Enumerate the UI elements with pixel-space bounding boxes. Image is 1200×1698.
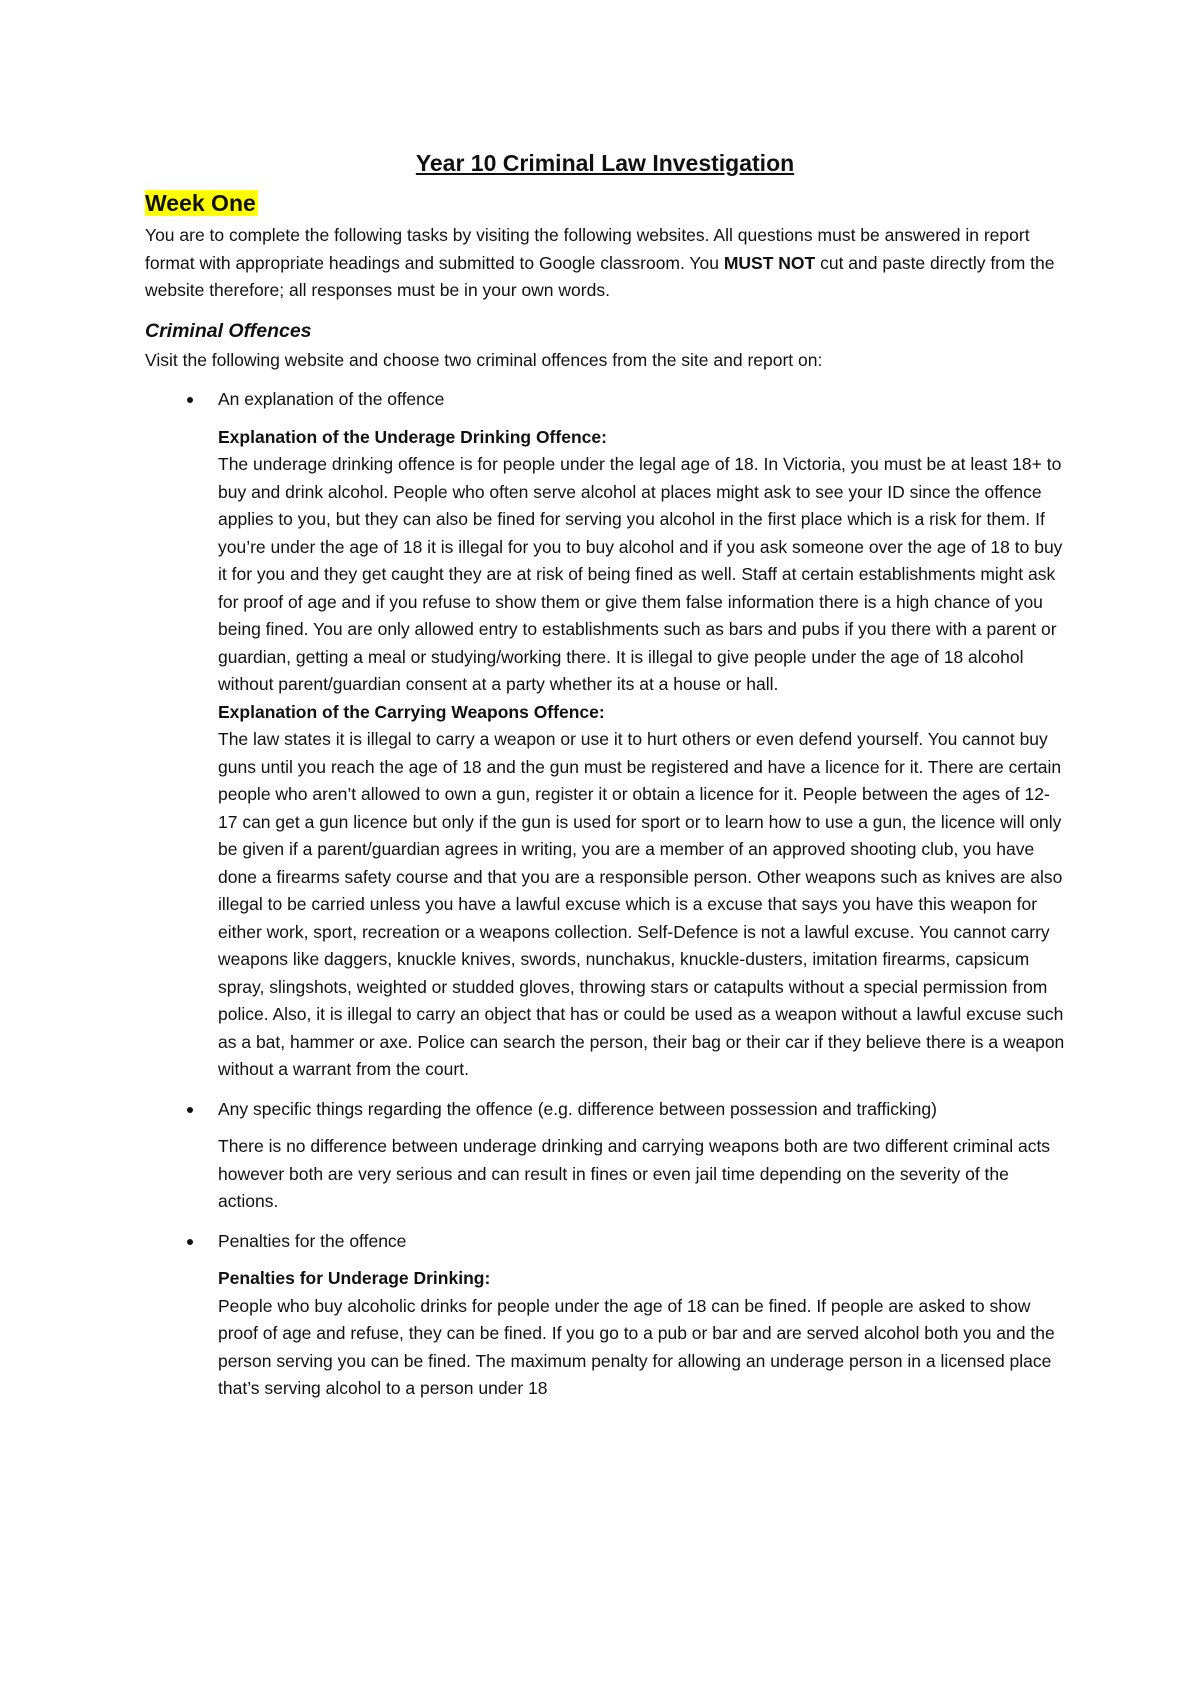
answer-heading: Explanation of the Underage Drinking Offence: [218,426,607,447]
task-list [145,386,1065,1403]
answer-text: There is no difference between underage drinking and carrying weapons both are two different criminal acts however both are very serious and can result in fines or even jail time depending on the severity of the actions. [218,1136,1051,1211]
task-label: An explanation of the offence [218,389,445,409]
intro-text-1: You are to complete the following tasks by visiting the following websites. All questions must be answered in report format with appropriate headings and submitted to Google classroom. You [145,225,1030,273]
task-label: Penalties for the offence [218,1230,407,1251]
answer-text: The underage drinking offence is for people under the legal age of 18. In Victoria, you must be at least 18+ to buy and drink alcohol. People who often serve alcohol at places might ask to see your ID since the offence applies to you, but they can also be fined for serving you alcohol in the first place which is a risk for them. If you’re under the age of 18 it is illegal for you to buy alcohol and if you ask someone over the age of 18 to buy it for you and they get caught they are at risk of being fined as well. Staff at certain establishments might ask for proof of age and if you refuse to show them or give them false information there is a high chance of you being fined. You are only allowed entry to establishments such as bars and pubs if you there with a parent or guardian, getting a meal or studying/working there. It is illegal to give people under the age of 18 alcohol without parent/guardian consent at a party whether its at a house or hall. [218,454,1063,694]
bullet-icon [187,1239,193,1245]
task-label: Any specific things regarding the offence (e.g. difference between possession and trafficking) [218,1098,937,1119]
task-item [145,386,1065,1084]
bullet-icon [187,397,193,403]
intro-emphasis: MUST NOT [723,252,816,273]
answer-text: The law states it is illegal to carry a weapon or use it to hurt others or even defend yourself. You cannot buy guns until you reach the age of 18 and the gun must be registered and have a licence for it. There are certain people who aren’t allowed to own a gun, register it or obtain a licence for it. People between the ages of 12-17 can get a gun licence but only if the gun is used for sport or to learn how to use a gun, the licence will only be given if a parent/guardian agrees in writing, you are a member of an approved shooting club, you have done a firearms safety course and that you are a responsible person. Other weapons such as knives are also illegal to be carried unless you have a lawful excuse which is a excuse that says you have this weapon for either work, sport, recreation or a weapons collection. Self-Defence is not a lawful excuse. You cannot carry weapons like daggers, knuckle knives, swords, nunchakus, knuckle-dusters, imitation firearms, capsicum spray, slingshots, weighted or studded gloves, throwing stars or catapults without a special permission from police. Also, it is illegal to carry an object that has or could be used as a weapon without a lawful excuse such as a bat, hammer or axe. Police can search the person, their bag or their car if they believe there is a weapon without a warrant from the court. [218,729,1065,1079]
week-heading-highlight: Week One [145,190,256,216]
task-item [145,1096,1065,1216]
answer-heading: Penalties for Underage Drinking: [218,1268,491,1288]
bullet-icon [187,1107,193,1113]
intro-text-2: cut and paste directly from the website therefore; all responses must be in your own words. [145,252,1055,300]
task-item [145,1228,1065,1403]
document-title: Year 10 Criminal Law Investigation [415,150,795,176]
intro-paragraph [145,222,1065,305]
section-intro: Visit the following website and choose two criminal offences from the site and report on: [145,349,823,370]
answer-text: People who buy alcoholic drinks for people under the age of 18 can be fined. If people are asked to show proof of age and refuse, they can be fined. If you go to a pub or bar and are served alcohol both you and the person serving you can be fined. The maximum penalty for allowing an underage person in a licensed place that’s serving alcohol to a person under 18 [218,1295,1055,1398]
week-heading [145,188,1065,218]
section-heading: Criminal Offences [145,319,312,342]
answer-heading: Explanation of the Carrying Weapons Offence: [218,701,605,722]
document-content [145,148,1065,1403]
